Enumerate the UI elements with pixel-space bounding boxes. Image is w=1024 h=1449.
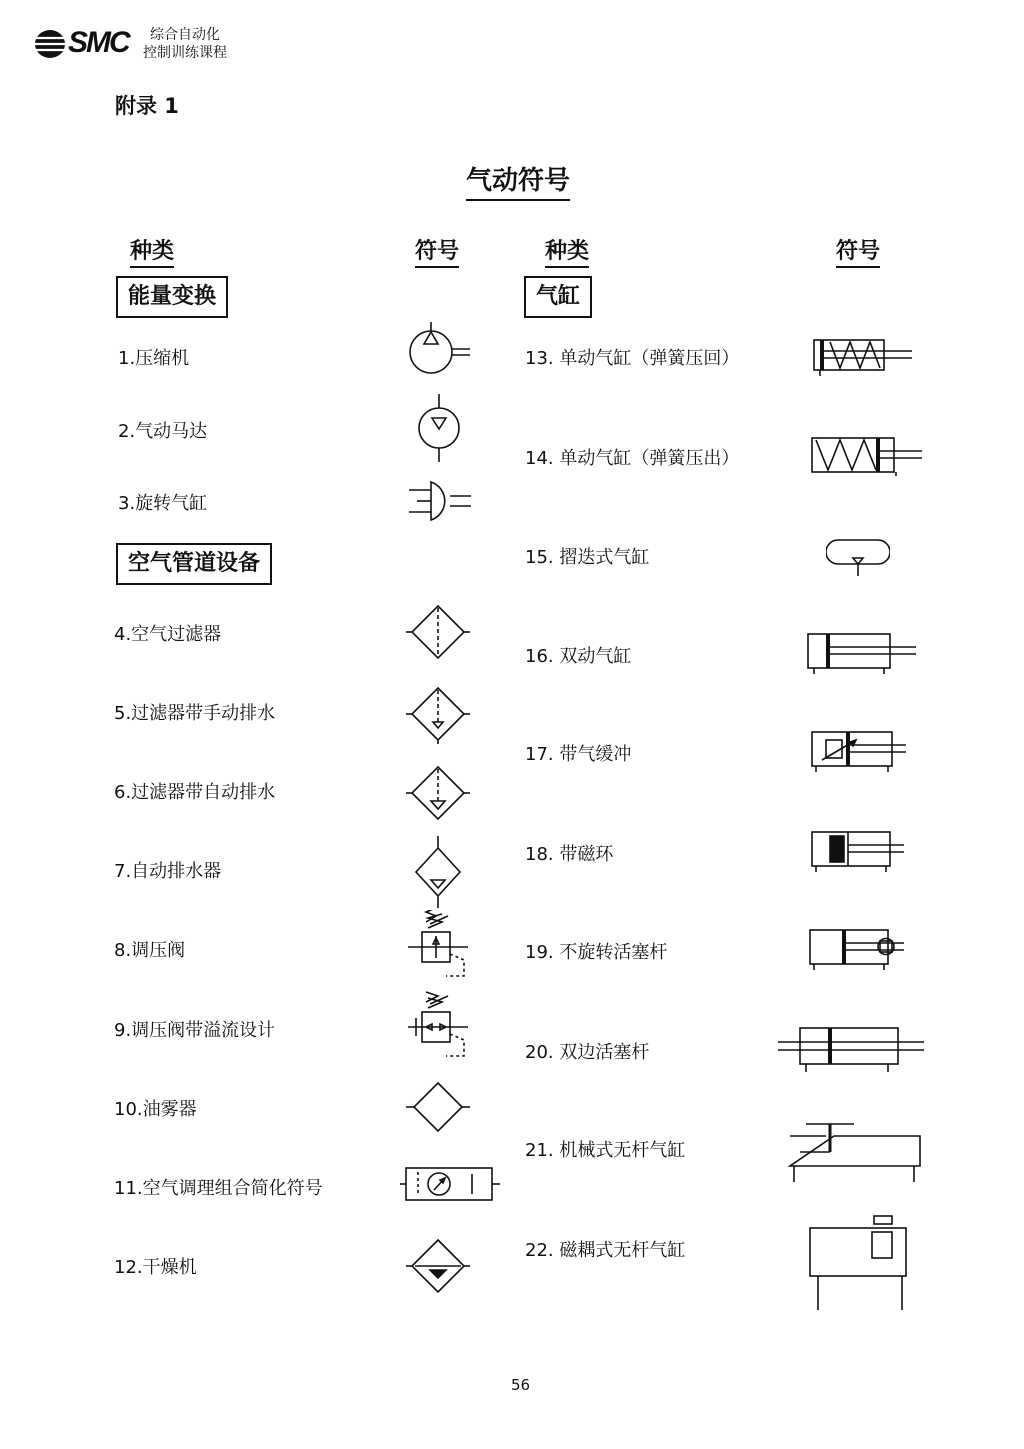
filter-manual-drain-symbol-icon	[406, 684, 470, 744]
item-filter-auto-drain: 6.过滤器带自动排水	[114, 782, 276, 803]
item-regulator-relief: 9.调压阀带溢流设计	[114, 1020, 276, 1041]
item-magnet-ring: 18. 带磁环	[525, 844, 614, 865]
air-motor-symbol-icon	[405, 392, 475, 464]
item-single-acting-return: 13. 单动气缸（弹簧压回）	[525, 348, 740, 369]
item-double-acting: 16. 双动气缸	[525, 646, 632, 667]
item-lubricator: 10.油雾器	[114, 1099, 197, 1120]
mechanical-rodless-symbol-icon	[786, 1120, 926, 1184]
item-rotary-cylinder: 3.旋转气缸	[118, 493, 208, 514]
item-regulator: 8.调压阀	[114, 940, 186, 961]
bellows-cylinder-symbol-icon	[826, 534, 890, 578]
regulator-symbol-icon	[406, 910, 470, 980]
item-auto-drain: 7.自动排水器	[114, 861, 222, 882]
compressor-symbol-icon	[400, 320, 480, 382]
section-energy: 能量变换	[116, 276, 228, 318]
item-dryer: 12.干燥机	[114, 1257, 197, 1278]
item-magnetic-rodless: 22. 磁耦式无杆气缸	[525, 1240, 686, 1261]
air-cushion-symbol-icon	[808, 730, 908, 774]
item-compressor: 1.压缩机	[118, 348, 190, 369]
double-acting-symbol-icon	[804, 632, 918, 676]
non-rotating-rod-symbol-icon	[806, 928, 906, 972]
item-non-rotating-rod: 19. 不旋转活塞杆	[525, 942, 668, 963]
appendix-label: 附录 1	[115, 94, 179, 118]
regulator-relief-symbol-icon	[406, 990, 470, 1060]
air-filter-symbol-icon	[406, 602, 470, 662]
item-single-acting-extend: 14. 单动气缸（弹簧压出）	[525, 448, 740, 469]
item-air-filter: 4.空气过滤器	[114, 624, 222, 645]
item-double-rod: 20. 双边活塞杆	[525, 1042, 650, 1063]
item-bellows-cylinder: 15. 摺迭式气缸	[525, 547, 650, 568]
item-frl-unit: 11.空气调理组合简化符号	[114, 1178, 323, 1199]
item-filter-manual-drain: 5.过滤器带手动排水	[114, 703, 276, 724]
course-line-1: 综合自动化	[150, 27, 220, 43]
section-cylinder: 气缸	[524, 276, 592, 318]
rotary-cylinder-symbol-icon	[405, 476, 477, 526]
column-left-symbol: 符号	[415, 234, 459, 268]
filter-auto-drain-symbol-icon	[406, 763, 470, 823]
frl-unit-symbol-icon	[400, 1164, 500, 1204]
smc-logo-icon	[34, 28, 70, 60]
dryer-symbol-icon	[406, 1238, 470, 1294]
double-rod-symbol-icon	[776, 1024, 926, 1074]
item-mechanical-rodless: 21. 机械式无杆气缸	[525, 1140, 686, 1161]
magnetic-rodless-symbol-icon	[806, 1214, 910, 1314]
lubricator-symbol-icon	[406, 1081, 470, 1133]
page-number: 56	[511, 1376, 531, 1394]
smc-logo-text: SMC	[68, 26, 129, 59]
column-right-kind: 种类	[545, 234, 589, 268]
column-left-kind: 种类	[130, 234, 174, 268]
course-line-2: 控制训练课程	[143, 45, 227, 61]
column-right-symbol: 符号	[836, 234, 880, 268]
magnet-ring-symbol-icon	[808, 830, 908, 874]
item-air-cushion: 17. 带气缓冲	[525, 744, 632, 765]
section-air-line: 空气管道设备	[116, 543, 272, 585]
item-air-motor: 2.气动马达	[118, 421, 208, 442]
auto-drain-symbol-icon	[412, 836, 464, 910]
single-acting-extend-symbol-icon	[808, 436, 926, 476]
page-title: 气动符号	[466, 160, 570, 201]
single-acting-return-symbol-icon	[808, 336, 914, 378]
